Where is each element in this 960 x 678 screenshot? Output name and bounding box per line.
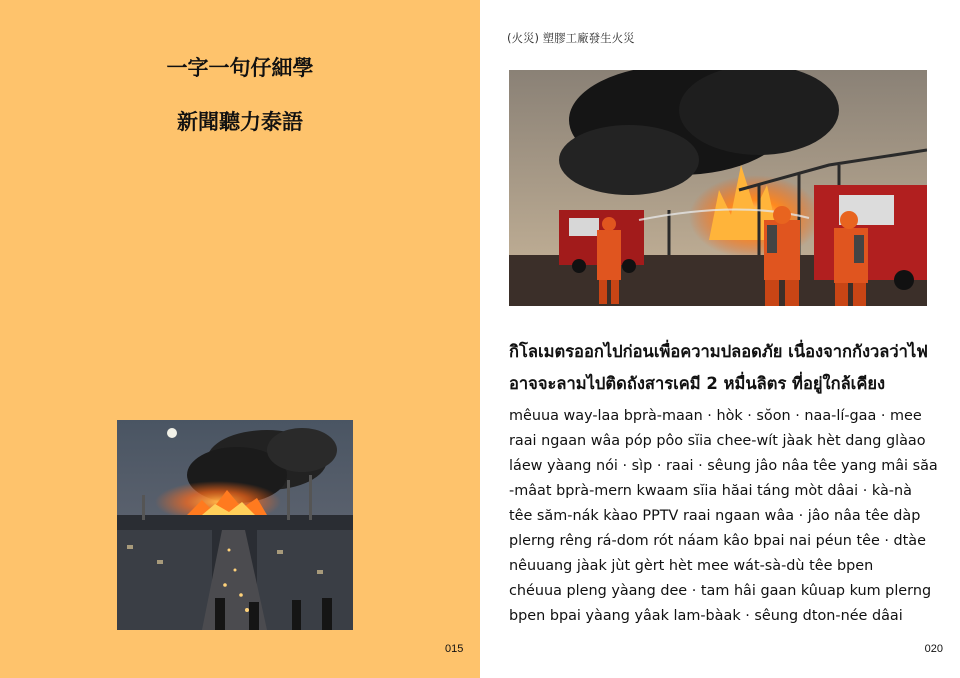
romanization-line: -mâat bprà-mern kwaam sĭia hăai táng mòt dâai · kà-nà — [509, 483, 912, 499]
firefighters-factory-fire-photo — [509, 70, 927, 306]
thai-text — [509, 336, 939, 400]
romanization-line: têe săm-nák kàao PPTV raai ngaan wâa · jâo nâa têe dàp — [509, 508, 921, 524]
thai-line: อาจจะลามไปติดถังสารเคมี 2 หมื่นลิตร ที่อยู่ใกล้เคียง — [509, 374, 886, 393]
book-title: 一字一句仔細學 — [166, 56, 314, 80]
article-caption: (火災) 塑膠工廠發生火災 — [507, 31, 635, 45]
city-fire-night-photo — [117, 420, 353, 630]
romanization-line: chéuua pleng yàang dee · tam hâi gaan kûuap kum plerng — [509, 583, 932, 599]
romanization-text — [509, 404, 939, 629]
romanization-line: láew yàang nói · sìp · raai · sêung jâo nâa têe yang mâi săa — [509, 458, 938, 474]
right-page — [480, 0, 960, 678]
page-number: 015 — [445, 643, 464, 655]
romanization-line: mêuua way-laa bprà-maan · hòk · sŏon · naa-lí-gaa · mee — [509, 408, 922, 424]
page-number: 020 — [924, 643, 943, 655]
book-subtitle: 新聞聽力泰語 — [177, 110, 303, 134]
romanization-line: plerng rêng rá-dom rót náam kâo bpai nai péun têe · dtàe — [509, 533, 926, 549]
romanization-line: bpen bpai yàang yâak lam-bàak · sêung dton-née dâai — [509, 608, 903, 624]
romanization-line: raai ngaan wâa póp pôo sĭia chee-wít jàak hèt dang glàao — [509, 433, 926, 449]
romanization-line: nêuuang jàak jùt gèrt hèt mee wát-sà-dù têe bpen — [509, 558, 874, 574]
thai-line: กิโลเมตรออกไปก่อนเพื่อความปลอดภัย เนื่องจากกังวลว่าไฟ — [509, 342, 928, 361]
